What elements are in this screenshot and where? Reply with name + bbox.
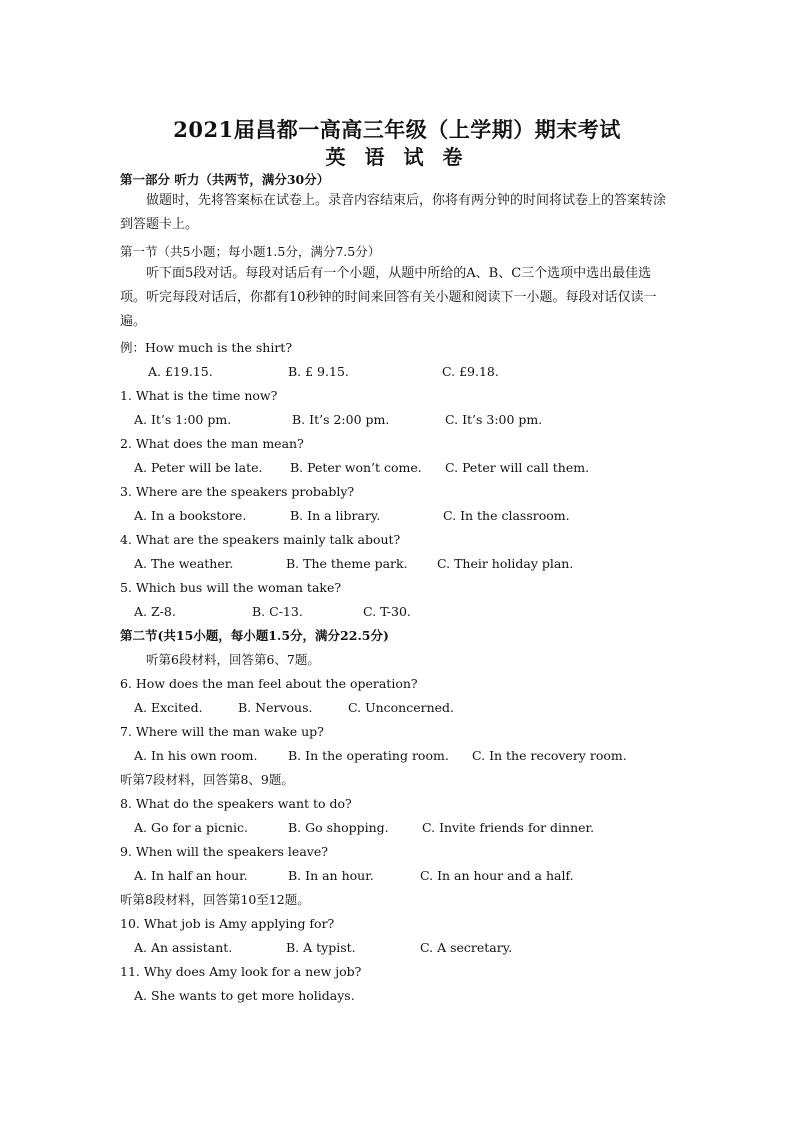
section1-instructions: 听下面5段对话。每段对话后有一个小题，从题中所给的A、B、C三个选项中选出最佳选项。听完每段对话后，你都有10秒钟的时间来回答有关小题和阅读下一小题。每段对话仅读一遍。	[120, 266, 657, 329]
q2-option-b: B. Peter won’t come.	[290, 460, 422, 475]
question-2: 2. What does the man mean?	[120, 436, 304, 451]
q6-option-a: A. Excited.	[134, 700, 203, 715]
q8-option-a: A. Go for a picnic.	[134, 820, 249, 835]
question-3: 3. Where are the speakers probably?	[120, 484, 355, 499]
material-8-instruction: 听第8段材料，回答第10至12题。	[120, 892, 310, 907]
q7-option-b: B. In the operating room.	[288, 748, 449, 763]
q9-option-c: C. In an hour and a half.	[420, 868, 574, 883]
example-option-b: B. £ 9.15.	[288, 364, 349, 379]
section2-heading: 第二节(共15小题，每小题1.5分，满分22.5分)	[120, 628, 389, 643]
q6-option-b: B. Nervous.	[238, 700, 313, 715]
q5-option-c: C. T-30.	[363, 604, 411, 619]
question-11: 11. Why does Amy look for a new job?	[120, 964, 362, 979]
exam-subtitle: 英 语 试 卷	[325, 145, 469, 169]
q8-option-b: B. Go shopping.	[288, 820, 389, 835]
question-5: 5. Which bus will the woman take?	[120, 580, 342, 595]
example-option-a: A. £19.15.	[148, 364, 213, 379]
question-10: 10. What job is Amy applying for?	[120, 916, 335, 931]
q7-option-a: A. In his own room.	[134, 748, 258, 763]
q8-option-c: C. Invite friends for dinner.	[422, 820, 595, 835]
q7-option-c: C. In the recovery room.	[472, 748, 627, 763]
q2-option-a: A. Peter will be late.	[134, 460, 263, 475]
q10-option-c: C. A secretary.	[420, 940, 513, 955]
q9-option-a: A. In half an hour.	[134, 868, 248, 883]
material-6-instruction: 听第6段材料，回答第6、7题。	[146, 652, 320, 667]
q2-option-c: C. Peter will call them.	[445, 460, 590, 475]
q1-option-c: C. It’s 3:00 pm.	[445, 412, 543, 427]
q5-option-b: B. C-13.	[252, 604, 303, 619]
material-7-instruction: 听第7段材料，回答第8、9题。	[120, 772, 294, 787]
question-7: 7. Where will the man wake up?	[120, 724, 324, 739]
q3-option-a: A. In a bookstore.	[134, 508, 247, 523]
example-question: 例：How much is the shirt?	[120, 340, 293, 355]
q10-option-b: B. A typist.	[286, 940, 356, 955]
q6-option-c: C. Unconcerned.	[348, 700, 455, 715]
q9-option-b: B. In an hour.	[288, 868, 374, 883]
q3-option-c: C. In the classroom.	[443, 508, 570, 523]
q4-option-c: C. Their holiday plan.	[437, 556, 574, 571]
part1-intro: 做题时，先将答案标在试卷上。录音内容结束后，你将有两分钟的时间将试卷上的答案转涂到答题卡上。	[120, 193, 667, 232]
q3-option-b: B. In a library.	[290, 508, 381, 523]
q11-option-a: A. She wants to get more holidays.	[134, 988, 355, 1003]
question-1: 1. What is the time now?	[120, 388, 278, 403]
q10-option-a: A. An assistant.	[134, 940, 233, 955]
question-6: 6. How does the man feel about the operation?	[120, 676, 418, 691]
q5-option-a: A. Z-8.	[134, 604, 176, 619]
question-8: 8. What do the speakers want to do?	[120, 796, 352, 811]
q4-option-b: B. The theme park.	[286, 556, 408, 571]
section1-heading: 第一节（共5小题；每小题1.5分，满分7.5分）	[120, 244, 381, 259]
example-option-c: C. £9.18.	[442, 364, 499, 379]
q4-option-a: A. The weather.	[134, 556, 234, 571]
q1-option-b: B. It’s 2:00 pm.	[292, 412, 390, 427]
question-4: 4. What are the speakers mainly talk about?	[120, 532, 401, 547]
exam-title: 2021届昌都一高高三年级（上学期）期末考试	[173, 117, 621, 142]
question-9: 9. When will the speakers leave?	[120, 844, 328, 859]
part1-heading: 第一部分 听力（共两节，满分30分）	[120, 172, 330, 187]
q1-option-a: A. It’s 1:00 pm.	[134, 412, 232, 427]
